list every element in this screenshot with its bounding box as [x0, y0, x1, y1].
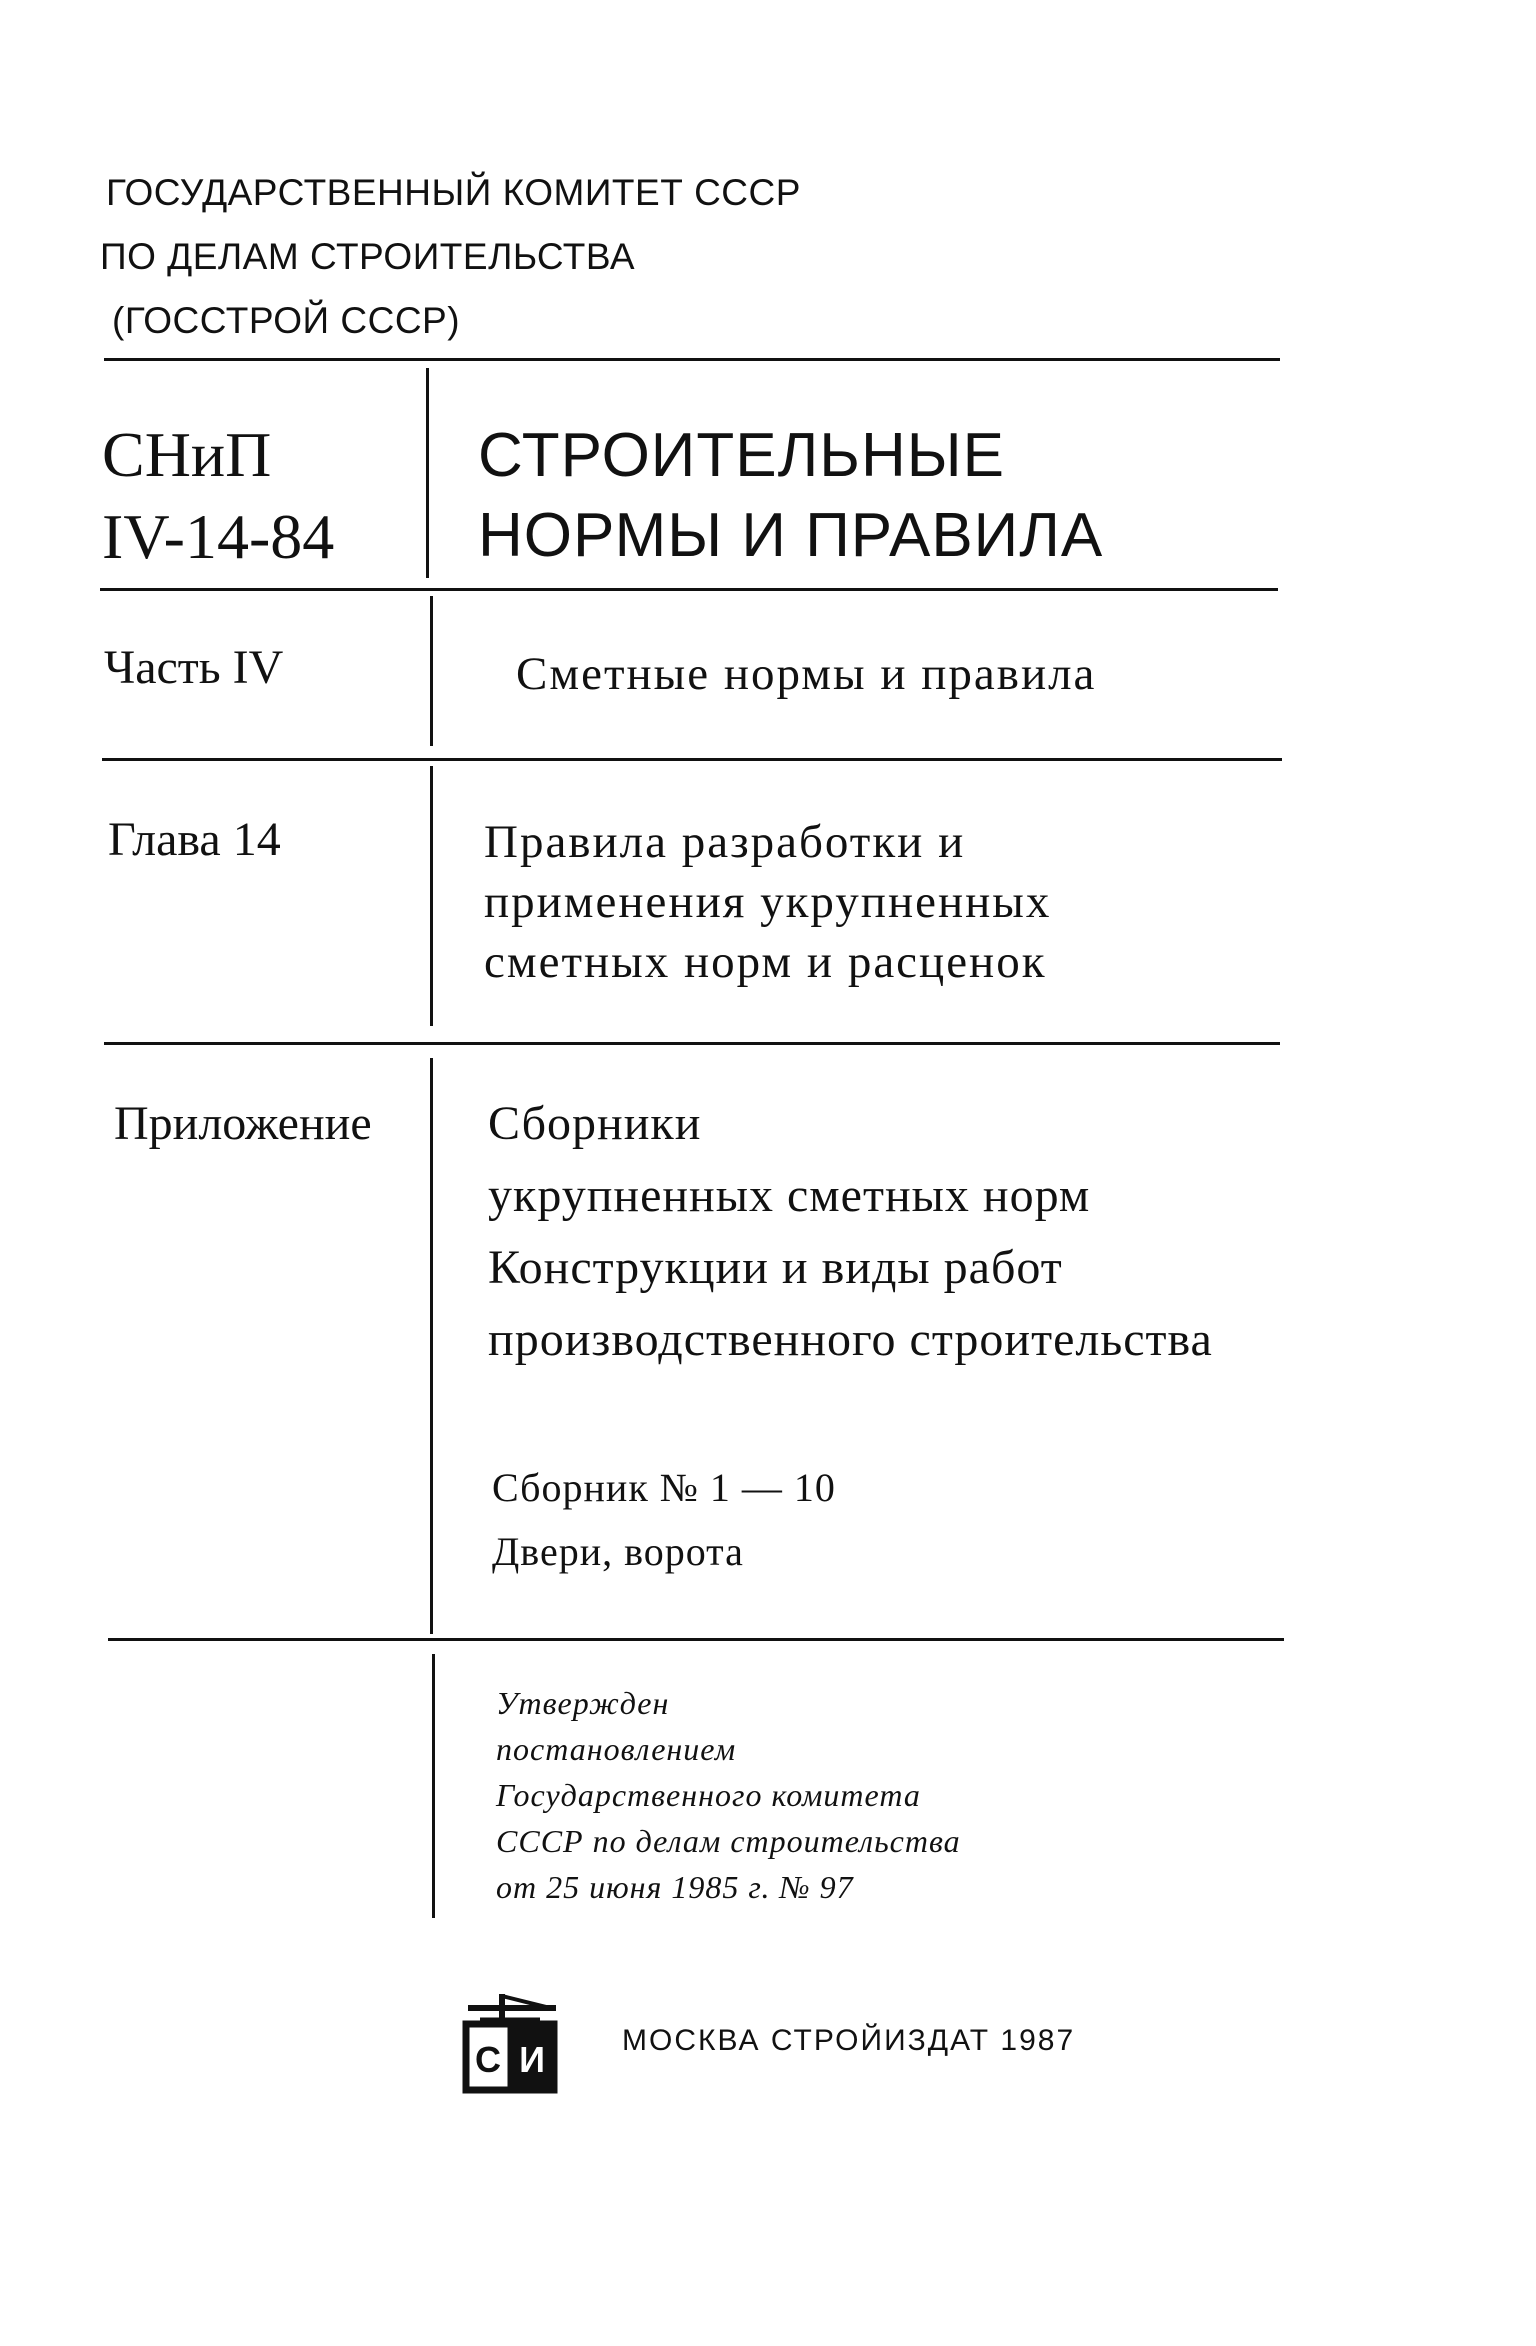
- approval-line-3: Государственного комитета: [496, 1777, 921, 1813]
- publisher-logo-icon: [460, 1990, 560, 2100]
- part-title: Сметные нормы и правила: [516, 648, 1097, 700]
- snip-code-line-1: СНиП: [102, 419, 272, 490]
- logo-letter-i: И: [519, 2039, 545, 2080]
- agency-line-1: ГОСУДАРСТВЕННЫЙ КОМИТЕТ СССР: [106, 172, 801, 213]
- snip-code-line-2: IV-14-84: [102, 501, 335, 572]
- publisher-line: МОСКВА СТРОЙИЗДАТ 1987: [622, 2024, 1076, 2057]
- collection-title: Двери, ворота: [492, 1529, 744, 1574]
- appendix-title-line-3: Конструкции и виды работ: [488, 1241, 1063, 1294]
- column-divider-1: [426, 368, 429, 578]
- approval-line-5: от 25 июня 1985 г. № 97: [496, 1869, 854, 1905]
- column-divider-4: [430, 1058, 433, 1634]
- part-label: Часть IV: [104, 641, 284, 694]
- approval-line-2: постановлением: [496, 1731, 737, 1767]
- collection-number: Сборник № 1 — 10: [492, 1465, 836, 1510]
- document-title: [478, 416, 1103, 576]
- appendix-title-line-2: укрупненных сметных норм: [488, 1169, 1091, 1222]
- snip-code: [102, 414, 334, 578]
- chapter-title-line-1: Правила разработки и: [484, 816, 966, 868]
- approval-note: [496, 1680, 961, 1910]
- logo-letter-c: С: [475, 2039, 501, 2080]
- chapter-divider: [104, 1042, 1280, 1045]
- appendix-title-line-4: производственного строительства: [488, 1313, 1213, 1366]
- chapter-label: Глава 14: [108, 813, 281, 866]
- chapter-title: [484, 812, 1051, 992]
- document-title-line-2: НОРМЫ И ПРАВИЛА: [478, 501, 1104, 570]
- column-divider-5: [432, 1654, 435, 1918]
- approval-line-1: Утвержден: [496, 1685, 670, 1721]
- appendix-divider: [108, 1638, 1284, 1641]
- title-divider: [100, 588, 1278, 591]
- agency-line-2: ПО ДЕЛАМ СТРОИТЕЛЬСТВА: [100, 236, 636, 277]
- part-divider: [102, 758, 1282, 761]
- header-divider: [104, 358, 1280, 361]
- approval-line-4: СССР по делам строительства: [496, 1823, 961, 1859]
- chapter-title-line-2: применения укрупненных: [484, 876, 1052, 928]
- publisher-logo-svg: [460, 1990, 560, 2100]
- collection-info: [492, 1456, 836, 1584]
- column-divider-3: [430, 766, 433, 1026]
- chapter-title-line-3: сметных норм и расценок: [484, 936, 1047, 988]
- agency-line-3: (ГОССТРОЙ СССР): [112, 300, 461, 341]
- appendix-title: [488, 1088, 1213, 1376]
- document-title-line-1: СТРОИТЕЛЬНЫЕ: [478, 421, 1005, 490]
- column-divider-2: [430, 596, 433, 746]
- appendix-title-line-1: Сборники: [488, 1097, 702, 1150]
- appendix-label: Приложение: [114, 1097, 372, 1150]
